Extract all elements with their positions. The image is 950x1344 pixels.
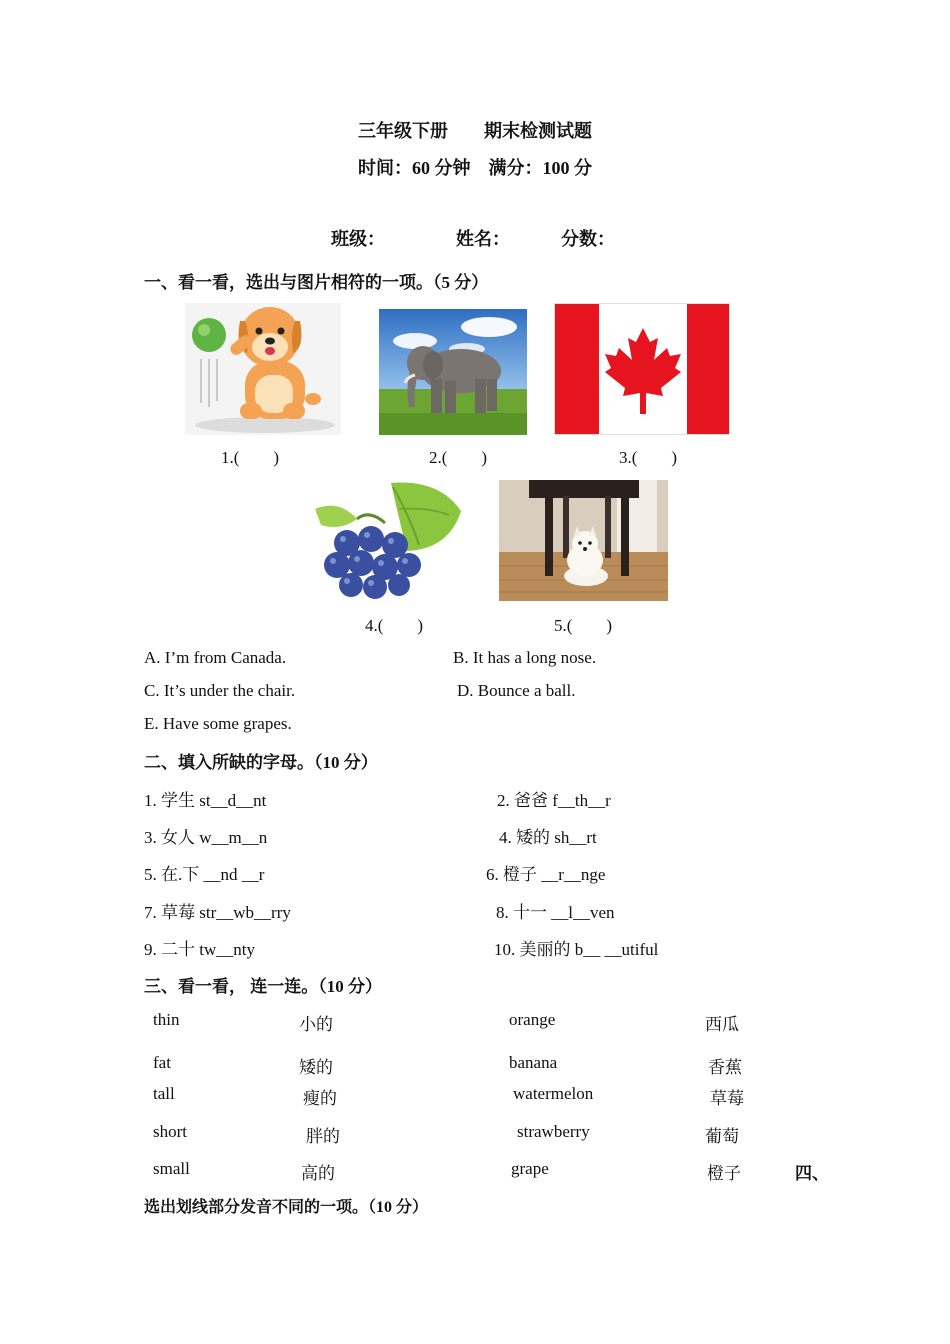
picture3-answer: 3.( ) xyxy=(619,448,678,467)
fill-item-2: 2. 爸爸 f__th__r xyxy=(497,791,611,810)
fill-item-1: 1. 学生 st__d__nt xyxy=(144,791,267,810)
fill-item-4: 4. 矮的 sh__rt xyxy=(499,828,597,847)
fill-item-10: 10. 美丽的 b__ __utiful xyxy=(494,940,659,959)
picture2-answer: 2.( ) xyxy=(429,448,488,467)
option-c: C. It’s under the chair. xyxy=(144,681,296,700)
match-fruit-5: grape xyxy=(511,1159,549,1178)
match-fruit-1: orange xyxy=(509,1010,556,1029)
match-fruit-meaning-5: 橙子 xyxy=(707,1164,741,1183)
option-e: E. Have some grapes. xyxy=(144,714,292,733)
fill-item-7: 7. 草莓 str__wb__rry xyxy=(144,903,291,922)
grapes-icon xyxy=(299,479,469,603)
match-fruit-4: strawberry xyxy=(517,1122,590,1141)
match-meaning-3: 瘦的 xyxy=(303,1089,337,1108)
match-fruit-meaning-1: 西瓜 xyxy=(705,1015,739,1034)
match-meaning-2: 矮的 xyxy=(299,1058,333,1077)
match-word-1: thin xyxy=(153,1010,180,1029)
score-label: 分数： xyxy=(561,229,615,249)
canada-flag-icon xyxy=(554,303,730,435)
fill-item-5: 5. 在.下 __nd __r xyxy=(144,865,265,884)
match-word-4: short xyxy=(153,1122,187,1141)
page-title: 三年级下册 期末检测试题 xyxy=(358,121,592,141)
section4-heading: 选出划线部分发音不同的一项。（10 分） xyxy=(144,1199,429,1216)
match-meaning-5: 高的 xyxy=(301,1164,335,1183)
exam-time-and-score: 时间：60 分钟 满分：100 分 xyxy=(358,158,592,178)
match-word-2: fat xyxy=(153,1053,171,1072)
fill-item-9: 9. 二十 tw__nty xyxy=(144,940,255,959)
option-d: D. Bounce a ball. xyxy=(457,681,576,700)
option-a: A. I’m from Canada. xyxy=(144,648,287,667)
dog-under-chair-icon xyxy=(499,480,668,601)
match-meaning-4: 胖的 xyxy=(306,1127,340,1146)
match-fruit-2: banana xyxy=(509,1053,558,1072)
fill-item-8: 8. 十一 __l__ven xyxy=(496,903,615,922)
section2-heading: 二、填入所缺的字母。（10 分） xyxy=(144,753,378,772)
elephant-icon xyxy=(379,309,527,435)
section1-heading: 一、看一看，选出与图片相符的一项。（5 分） xyxy=(144,273,489,292)
match-word-5: small xyxy=(153,1159,190,1178)
class-label: 班级： xyxy=(331,229,385,249)
option-b: B. It has a long nose. xyxy=(453,648,597,667)
match-fruit-meaning-2: 香蕉 xyxy=(708,1058,742,1077)
picture5-answer: 5.( ) xyxy=(554,616,613,635)
name-label: 姓名： xyxy=(456,229,510,249)
fill-item-6: 6. 橙子 __r__nge xyxy=(486,865,606,884)
picture4-answer: 4.( ) xyxy=(365,616,424,635)
match-fruit-meaning-4: 葡萄 xyxy=(705,1127,739,1146)
fill-item-3: 3. 女人 w__m__n xyxy=(144,828,268,847)
match-fruit-meaning-3: 草莓 xyxy=(710,1089,744,1108)
section3-heading: 三、看一看， 连一连。（10 分） xyxy=(144,977,382,996)
match-word-3: tall xyxy=(153,1084,175,1103)
match-meaning-1: 小的 xyxy=(299,1015,333,1034)
picture1-answer: 1.( ) xyxy=(221,448,280,467)
dog-bouncing-ball-icon xyxy=(185,303,341,435)
section4-heading-start: 四、 xyxy=(795,1164,829,1183)
match-fruit-3: watermelon xyxy=(513,1084,594,1103)
